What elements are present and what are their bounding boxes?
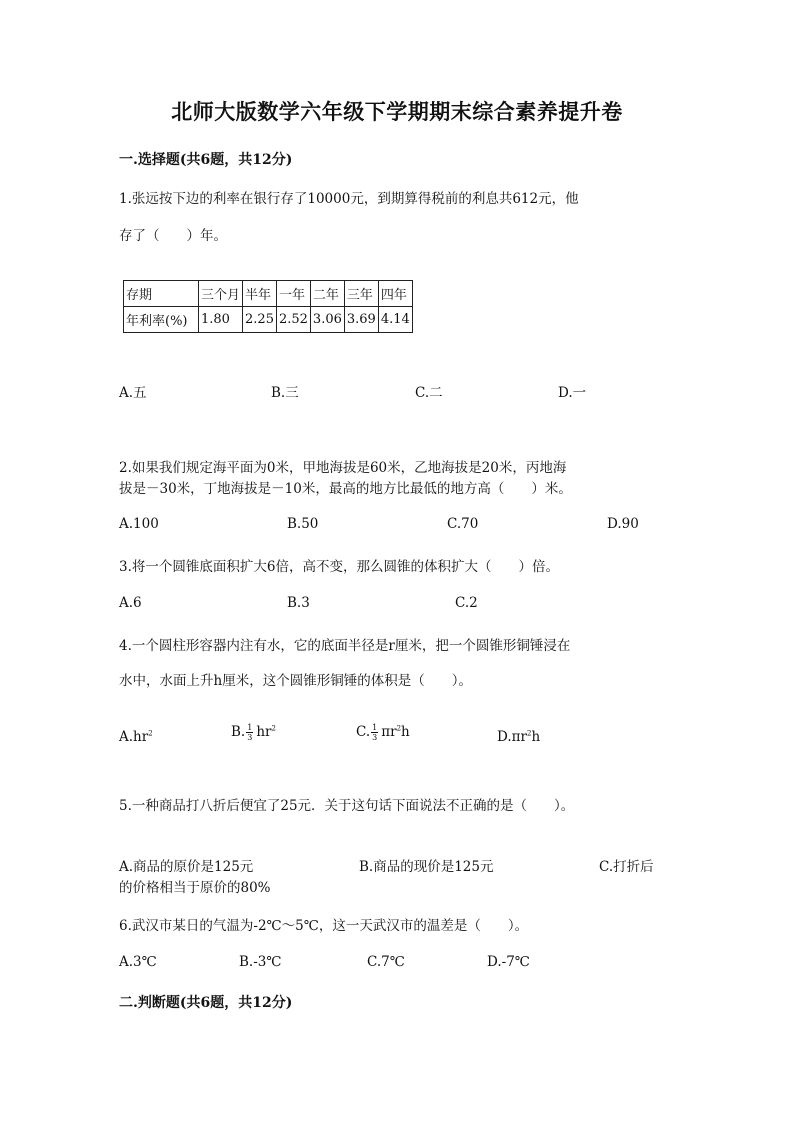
question-2-option-a[interactable]: A.100 <box>119 516 159 532</box>
table-cell: 三个月 <box>199 281 243 307</box>
question-5-text: 5.一种商品打八折后便宜了25元．关于这句话下面说法不正确的是（ ）。 <box>119 798 575 814</box>
table-cell: 一年 <box>276 281 310 307</box>
question-4-option-d[interactable] <box>497 729 540 745</box>
question-4-text-line2: 水中，水面上升h厘米，这个圆锥形铜锤的体积是（ ）。 <box>119 673 472 689</box>
section-heading-choice: 一.选择题(共6题，共12分) <box>119 152 293 168</box>
table-cell: 3.69 <box>344 307 378 333</box>
table-cell: 半年 <box>243 281 277 307</box>
exponent: 2 <box>396 724 402 733</box>
question-6-option-d[interactable]: D.-7℃ <box>487 954 530 970</box>
question-1-text-line1: 1.张远按下边的利率在银行存了10000元，到期算得税前的利息共612元，他 <box>119 191 579 207</box>
fraction-one-third: $\frac{1}{3}$ <box>247 723 253 742</box>
question-2-option-b[interactable]: B.50 <box>287 516 319 532</box>
question-6-text: 6.武汉市某日的气温为-2℃～5℃，这一天武汉市的温差是（ ）。 <box>119 918 529 934</box>
question-3-option-b[interactable]: B.3 <box>287 595 310 611</box>
question-2-option-c[interactable]: C.70 <box>447 516 479 532</box>
question-1-option-a[interactable]: A.五 <box>119 385 147 401</box>
option-c-text: πr <box>381 724 397 740</box>
question-5-option-b[interactable]: B.商品的现价是125元 <box>359 859 494 875</box>
page-title: 北师大版数学六年级下学期期末综合素养提升卷 <box>171 99 623 124</box>
question-1-option-c[interactable]: C.二 <box>415 385 443 401</box>
question-2-text-line2: 拔是－30米，丁地海拔是－10米，最高的地方比最低的地方高（ ）米。 <box>119 481 572 497</box>
question-2-text-line1: 2.如果我们规定海平面为0米，甲地海拔是60米，乙地海拔是20米，丙地海 <box>119 460 567 476</box>
question-1-option-b[interactable]: B.三 <box>271 385 299 401</box>
question-1-option-d[interactable]: D.一 <box>558 385 587 401</box>
option-b-prefix: B. <box>231 724 246 740</box>
table-cell: 1.80 <box>199 307 243 333</box>
option-b-text: hr <box>256 724 272 740</box>
table-cell: 2.25 <box>243 307 277 333</box>
option-c-prefix: C. <box>356 724 371 740</box>
exponent: 2 <box>526 729 532 738</box>
question-4-text-line1: 4.一个圆柱形容器内注有水，它的底面半径是r厘米，把一个圆锥形铜锤浸在 <box>119 638 571 654</box>
question-3-option-a[interactable]: A.6 <box>119 595 142 611</box>
option-d-text: D.πr <box>497 729 527 745</box>
exponent: 2 <box>148 729 153 738</box>
table-cell: 三年 <box>344 281 378 307</box>
table-cell: 3.06 <box>310 307 344 333</box>
table-cell: 4.14 <box>378 307 412 333</box>
table-row <box>124 307 413 333</box>
question-1-text-line2: 存了（ ）年。 <box>119 228 227 244</box>
question-3-option-c[interactable]: C.2 <box>455 595 478 611</box>
option-d-suffix: h <box>531 729 541 745</box>
option-c-suffix: h <box>401 724 410 740</box>
table-cell: 四年 <box>378 281 412 307</box>
table-cell: 二年 <box>310 281 344 307</box>
question-4-option-b[interactable] <box>231 723 276 742</box>
question-4-option-a[interactable] <box>119 729 153 745</box>
interest-rate-table <box>123 280 413 333</box>
question-4-option-c[interactable] <box>356 723 410 742</box>
question-3-text: 3.将一个圆锥底面积扩大6倍，高不变，那么圆锥的体积扩大（ ）倍。 <box>119 559 559 575</box>
question-5-option-a[interactable]: A.商品的原价是125元 <box>119 859 254 875</box>
table-cell: 年利率(%) <box>124 307 199 333</box>
question-6-option-a[interactable]: A.3℃ <box>119 954 157 970</box>
section-heading-judgement: 二.判断题(共6题，共12分) <box>119 995 293 1011</box>
question-6-option-b[interactable]: B.-3℃ <box>239 954 282 970</box>
table-header-row <box>124 281 413 307</box>
question-5-option-c[interactable]: C.打折后 <box>599 859 654 875</box>
fraction-one-third: $\frac{1}{3}$ <box>372 723 378 742</box>
question-5-option-c-continued[interactable]: 的价格相当于原价的80% <box>119 880 271 896</box>
exponent: 2 <box>271 724 276 733</box>
table-cell: 存期 <box>124 281 199 307</box>
question-2-option-d[interactable]: D.90 <box>607 516 639 532</box>
option-a-text: A.hr <box>119 729 149 745</box>
question-6-option-c[interactable]: C.7℃ <box>367 954 405 970</box>
table-cell: 2.52 <box>276 307 310 333</box>
